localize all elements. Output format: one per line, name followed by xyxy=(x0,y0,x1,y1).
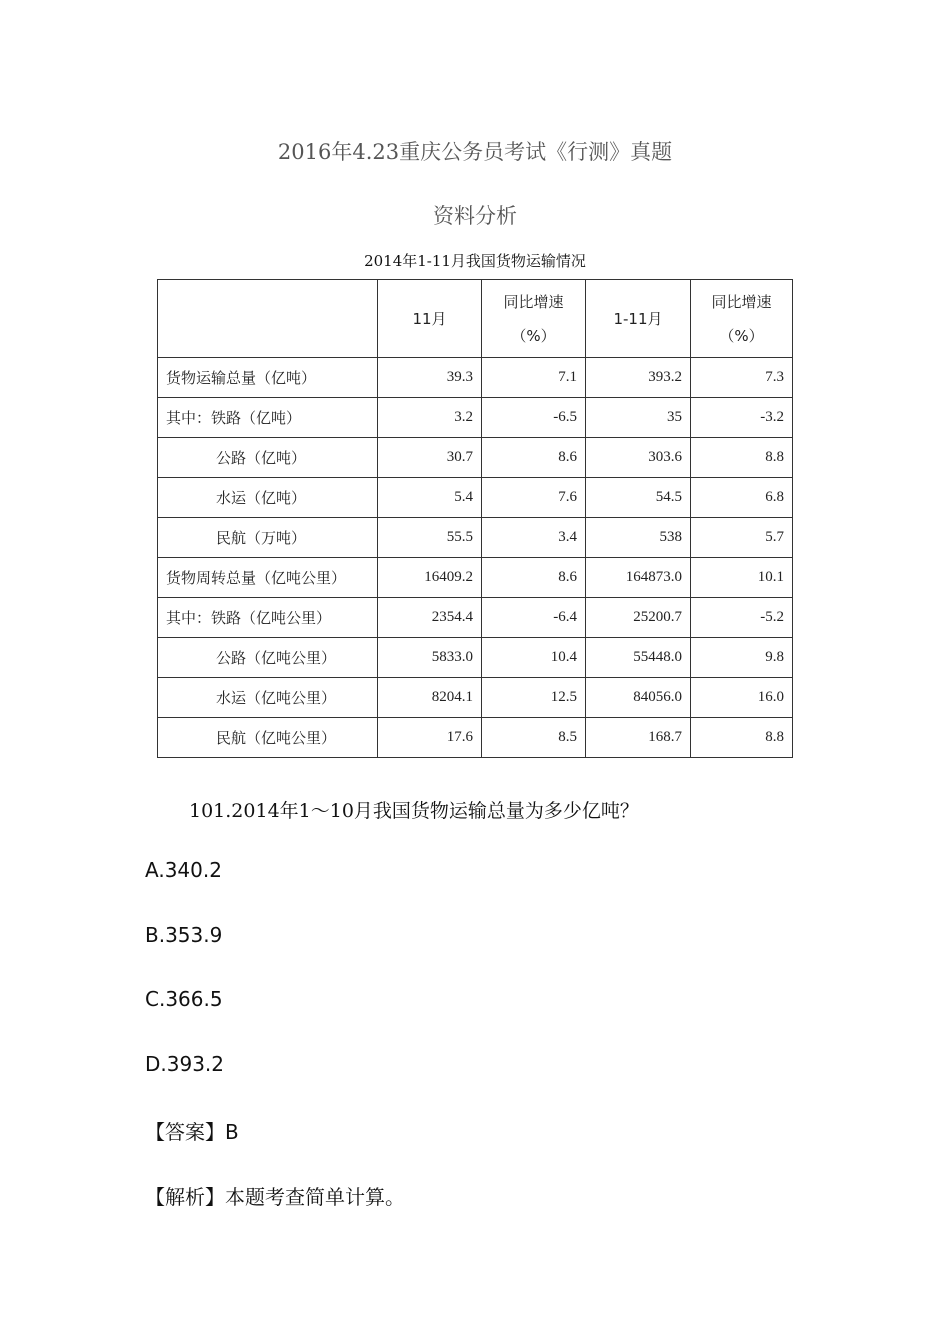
cell-nov-growth: 12.5 xyxy=(482,678,586,718)
row-label: 其中：铁路（亿吨公里） xyxy=(158,598,378,638)
cell-nov-growth: -6.5 xyxy=(482,398,586,438)
row-label: 货物周转总量（亿吨公里） xyxy=(158,558,378,598)
row-label: 水运（亿吨） xyxy=(158,478,378,518)
section-subtitle: 资料分析 xyxy=(433,204,517,228)
cell-nov: 2354.4 xyxy=(378,598,482,638)
option-d: D.393.2 xyxy=(145,1052,225,1076)
cell-nov: 3.2 xyxy=(378,398,482,438)
cell-nov-growth: 10.4 xyxy=(482,638,586,678)
table-row xyxy=(158,638,793,678)
cell-jan-nov: 55448.0 xyxy=(586,638,691,678)
question-text: 101.2014年1～10月我国货物运输总量为多少亿吨？ xyxy=(189,800,639,822)
cell-nov-growth: 3.4 xyxy=(482,518,586,558)
cell-nov: 16409.2 xyxy=(378,558,482,598)
cell-nov: 17.6 xyxy=(378,718,482,758)
cell-nov: 8204.1 xyxy=(378,678,482,718)
row-label: 货物运输总量（亿吨） xyxy=(158,358,378,398)
row-label: 水运（亿吨公里） xyxy=(158,678,378,718)
option-c: C.366.5 xyxy=(145,987,223,1011)
header-jan-nov: 1-11月 xyxy=(586,280,691,358)
cell-nov: 5.4 xyxy=(378,478,482,518)
row-label: 民航（万吨） xyxy=(158,518,378,558)
table-row xyxy=(158,398,793,438)
cell-jan-nov-growth: -3.2 xyxy=(691,398,793,438)
cell-nov: 55.5 xyxy=(378,518,482,558)
header-growth-unit: （%） xyxy=(719,326,764,345)
table-header-row xyxy=(158,280,793,358)
cell-jan-nov: 164873.0 xyxy=(586,558,691,598)
cell-jan-nov-growth: 10.1 xyxy=(691,558,793,598)
table-row xyxy=(158,598,793,638)
cell-jan-nov: 84056.0 xyxy=(586,678,691,718)
table-caption: 2014年1-11月我国货物运输情况 xyxy=(364,252,586,270)
cell-jan-nov: 393.2 xyxy=(586,358,691,398)
row-label: 民航（亿吨公里） xyxy=(158,718,378,758)
table-row xyxy=(158,558,793,598)
cell-nov-growth: 7.1 xyxy=(482,358,586,398)
header-growth-label: 同比增速 xyxy=(711,292,772,311)
cell-nov-growth: 8.6 xyxy=(482,558,586,598)
cell-nov-growth: 7.6 xyxy=(482,478,586,518)
analysis-line: 【解析】本题考查简单计算。 xyxy=(145,1185,405,1209)
option-a: A.340.2 xyxy=(145,858,222,882)
cell-jan-nov: 25200.7 xyxy=(586,598,691,638)
cell-jan-nov-growth: 5.7 xyxy=(691,518,793,558)
cell-jan-nov: 54.5 xyxy=(586,478,691,518)
option-b: B.353.9 xyxy=(145,923,223,947)
header-jan-nov-growth xyxy=(691,280,793,358)
header-nov: 11月 xyxy=(378,280,482,358)
row-label: 公路（亿吨） xyxy=(158,438,378,478)
cell-jan-nov-growth: 9.8 xyxy=(691,638,793,678)
row-label: 公路（亿吨公里） xyxy=(158,638,378,678)
cell-nov-growth: 8.6 xyxy=(482,438,586,478)
cell-jan-nov-growth: -5.2 xyxy=(691,598,793,638)
cell-nov: 30.7 xyxy=(378,438,482,478)
cell-jan-nov-growth: 8.8 xyxy=(691,438,793,478)
header-growth-unit: （%） xyxy=(511,326,556,345)
table-row xyxy=(158,478,793,518)
cell-jan-nov-growth: 7.3 xyxy=(691,358,793,398)
cell-nov-growth: -6.4 xyxy=(482,598,586,638)
table-row xyxy=(158,718,793,758)
cell-nov-growth: 8.5 xyxy=(482,718,586,758)
cell-nov: 5833.0 xyxy=(378,638,482,678)
cell-jan-nov-growth: 8.8 xyxy=(691,718,793,758)
answer-line: 【答案】B xyxy=(145,1120,239,1144)
row-label: 其中：铁路（亿吨） xyxy=(158,398,378,438)
header-nov-growth xyxy=(482,280,586,358)
cell-nov: 39.3 xyxy=(378,358,482,398)
cell-jan-nov: 35 xyxy=(586,398,691,438)
freight-table xyxy=(157,279,793,758)
table-row xyxy=(158,518,793,558)
cell-jan-nov: 168.7 xyxy=(586,718,691,758)
cell-jan-nov: 538 xyxy=(586,518,691,558)
document-title: 2016年4.23重庆公务员考试《行测》真题 xyxy=(277,140,673,164)
table-row xyxy=(158,358,793,398)
cell-jan-nov-growth: 6.8 xyxy=(691,478,793,518)
table-row xyxy=(158,438,793,478)
cell-jan-nov-growth: 16.0 xyxy=(691,678,793,718)
table-row xyxy=(158,678,793,718)
cell-jan-nov: 303.6 xyxy=(586,438,691,478)
header-empty-cell xyxy=(158,280,378,358)
header-growth-label: 同比增速 xyxy=(503,292,564,311)
